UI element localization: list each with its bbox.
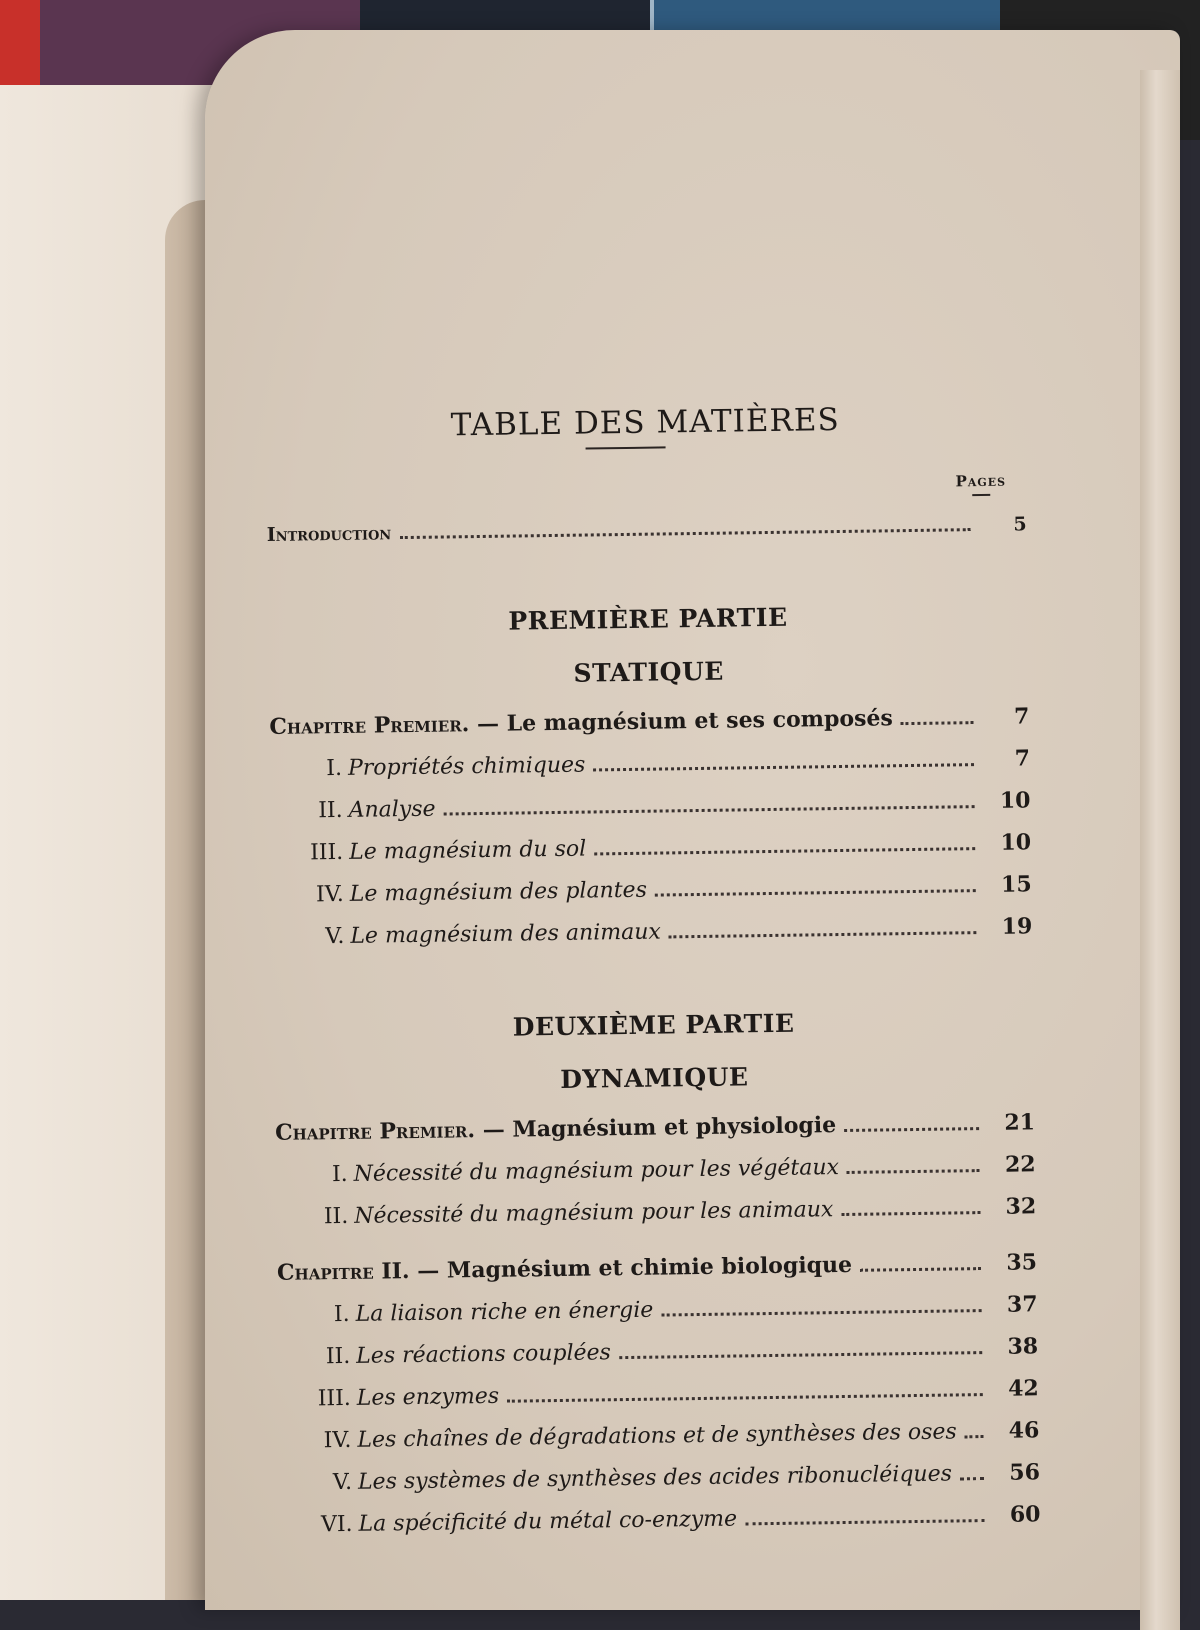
item-number: III. (309, 839, 344, 866)
item-number: VI. (320, 1511, 353, 1538)
item-number: I. (326, 755, 343, 782)
dot-leader (745, 1519, 984, 1525)
chapter-title: — Magnésium et physiologie (482, 1112, 837, 1144)
item-label: Analyse (348, 796, 436, 823)
item-label: Les systèmes de synthèses des acides ribonucléiques (357, 1461, 953, 1495)
dot-leader (860, 1267, 981, 1272)
chapter-page: 7 (1013, 703, 1030, 730)
chapter-prefix: Chapitre Premier. (269, 711, 470, 740)
dot-leader (619, 1351, 982, 1359)
item-number: IV. (315, 881, 344, 908)
item-page: 22 (1004, 1151, 1036, 1178)
dot-leader (399, 528, 970, 539)
dot-leader (960, 1477, 984, 1480)
table-of-contents (265, 399, 1041, 1553)
item-page: 10 (999, 787, 1031, 814)
pages-column-label: Pages (955, 472, 1006, 497)
item-number: II. (318, 797, 343, 824)
item-number: V. (332, 1469, 353, 1496)
item-label: Le magnésium des plantes (349, 877, 648, 907)
item-page: 38 (1007, 1333, 1039, 1360)
entry-page: 5 (1013, 513, 1027, 536)
dot-leader (594, 847, 975, 855)
chapter-page: 35 (1006, 1249, 1038, 1276)
item-label: Propriétés chimiques (347, 752, 586, 781)
dot-leader (655, 889, 976, 896)
dot-leader (669, 931, 977, 938)
title-rule (586, 446, 666, 449)
dot-leader (507, 1393, 983, 1403)
chapter-prefix: Chapitre Premier. (274, 1117, 476, 1146)
dot-leader (847, 1169, 980, 1174)
item-page: 46 (1008, 1417, 1040, 1444)
item-label: Les réactions couplées (356, 1340, 612, 1369)
dot-leader (844, 1127, 979, 1132)
item-label: Le magnésium des animaux (350, 919, 661, 949)
toc-title: TABLE DES MATIÈRES (450, 401, 840, 444)
chapter-prefix: Chapitre II. (276, 1258, 410, 1286)
item-number: IV. (323, 1427, 352, 1454)
item-label: La spécificité du métal co-enzyme (358, 1506, 738, 1537)
part-title: PREMIÈRE PARTIE (508, 602, 788, 636)
item-page: 15 (1000, 871, 1032, 898)
item-label: Nécessité du magnésium pour les végétaux (353, 1155, 840, 1187)
dot-leader (593, 763, 974, 771)
item-page: 19 (1001, 913, 1033, 940)
item-label: Le magnésium du sol (349, 836, 587, 865)
item-label: Les chaînes de dégradations et de synthèses des oses (357, 1419, 957, 1453)
dot-leader (444, 805, 975, 815)
item-page: 10 (1000, 829, 1032, 856)
dot-leader (965, 1435, 984, 1438)
item-number: III. (317, 1385, 351, 1412)
dot-leader (841, 1211, 980, 1216)
item-number: I. (331, 1161, 348, 1188)
dot-leader (661, 1309, 981, 1316)
item-number: II. (325, 1343, 351, 1370)
item-page: 37 (1006, 1291, 1038, 1318)
item-page: 56 (1009, 1459, 1041, 1486)
part-subtitle: STATIQUE (573, 656, 725, 688)
part-subtitle: DYNAMIQUE (560, 1062, 749, 1094)
chapter-title: — Magnésium et chimie biologique (417, 1251, 853, 1284)
toc-entry-introduction (267, 513, 1028, 566)
chapter-title: — Le magnésium et ses composés (476, 705, 893, 738)
item-number: II. (323, 1203, 349, 1230)
page-edge (1140, 70, 1180, 1630)
item-label: Les enzymes (356, 1383, 500, 1411)
entry-label: Introduction (266, 522, 392, 546)
item-page: 42 (1007, 1375, 1039, 1402)
item-label: Nécessité du magnésium pour les animaux (354, 1197, 834, 1229)
item-page: 7 (1014, 745, 1031, 772)
item-page: 32 (1005, 1193, 1037, 1220)
item-number: V. (325, 923, 345, 950)
dot-leader (901, 721, 974, 725)
item-number: I. (333, 1301, 350, 1328)
item-label: La liaison riche en énergie (355, 1297, 654, 1327)
item-page: 60 (1009, 1501, 1041, 1528)
part-title: DEUXIÈME PARTIE (512, 1008, 795, 1042)
chapter-page: 21 (1004, 1109, 1036, 1136)
